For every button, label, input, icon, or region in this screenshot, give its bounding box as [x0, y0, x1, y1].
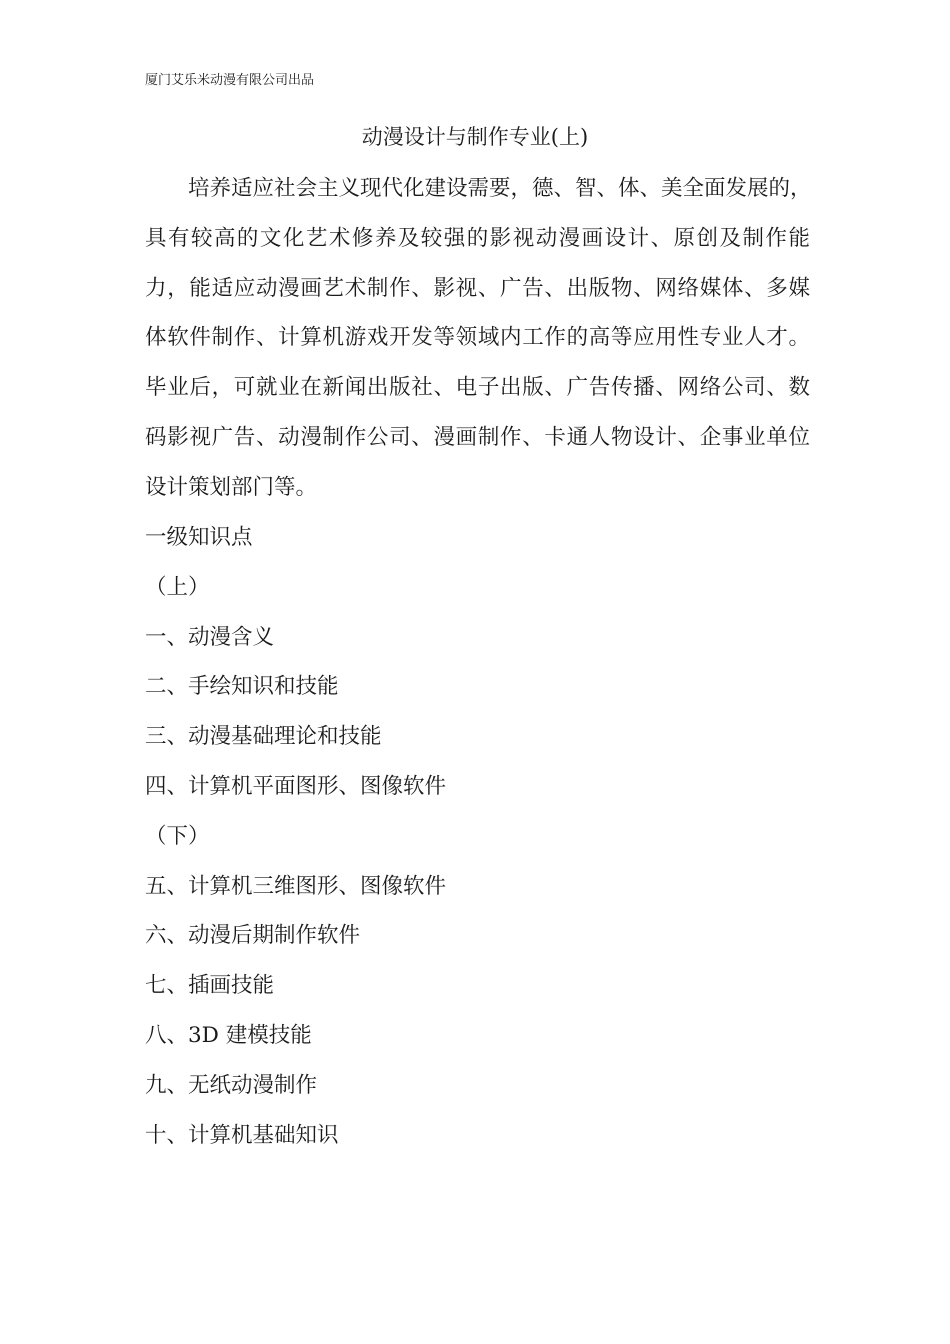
intro-paragraph	[145, 164, 810, 513]
knowledge-outline	[145, 513, 810, 1160]
outline-section-label: （上）	[145, 574, 210, 600]
outline-item: 五、计算机三维图形、图像软件	[145, 873, 447, 899]
outline-item: 七、插画技能	[145, 973, 275, 999]
intro-line: 毕业后，可就业在新闻出版社、电子出版、广告传播、网络公司、数	[145, 375, 810, 401]
intro-line: 码影视广告、动漫制作公司、漫画制作、卡通人物设计、企事业单位	[145, 424, 810, 450]
outline-item: 三、动漫基础理论和技能	[145, 724, 382, 750]
outline-item: 十、计算机基础知识	[145, 1122, 339, 1148]
outline-item: 九、无纸动漫制作	[145, 1072, 318, 1098]
outline-section-label: （下）	[145, 823, 210, 849]
intro-line: 体软件制作、计算机游戏开发等领域内工作的高等应用性专业人才。	[145, 325, 810, 351]
intro-line: 培养适应社会主义现代化建设需要，德、智、体、美全面发展的，	[188, 176, 812, 201]
intro-line: 力，能适应动漫画艺术制作、影视、广告、出版物、网络媒体、多媒	[145, 275, 810, 301]
intro-line: 设计策划部门等。	[145, 474, 318, 500]
outline-item: 二、手绘知识和技能	[145, 674, 339, 700]
header-note: 厦门艾乐米动漫有限公司出品	[145, 73, 315, 88]
outline-item: 六、动漫后期制作软件	[145, 923, 361, 949]
outline-item: 四、计算机平面图形、图像软件	[145, 773, 447, 799]
document-title: 动漫设计与制作专业(上)	[361, 125, 589, 149]
outline-heading: 一级知识点	[145, 525, 253, 550]
outline-item: 一、动漫含义	[145, 624, 275, 650]
intro-line: 具有较高的文化艺术修养及较强的影视动漫画设计、原创及制作能	[145, 225, 810, 251]
outline-item: 八、3D 建模技能	[145, 1022, 312, 1048]
